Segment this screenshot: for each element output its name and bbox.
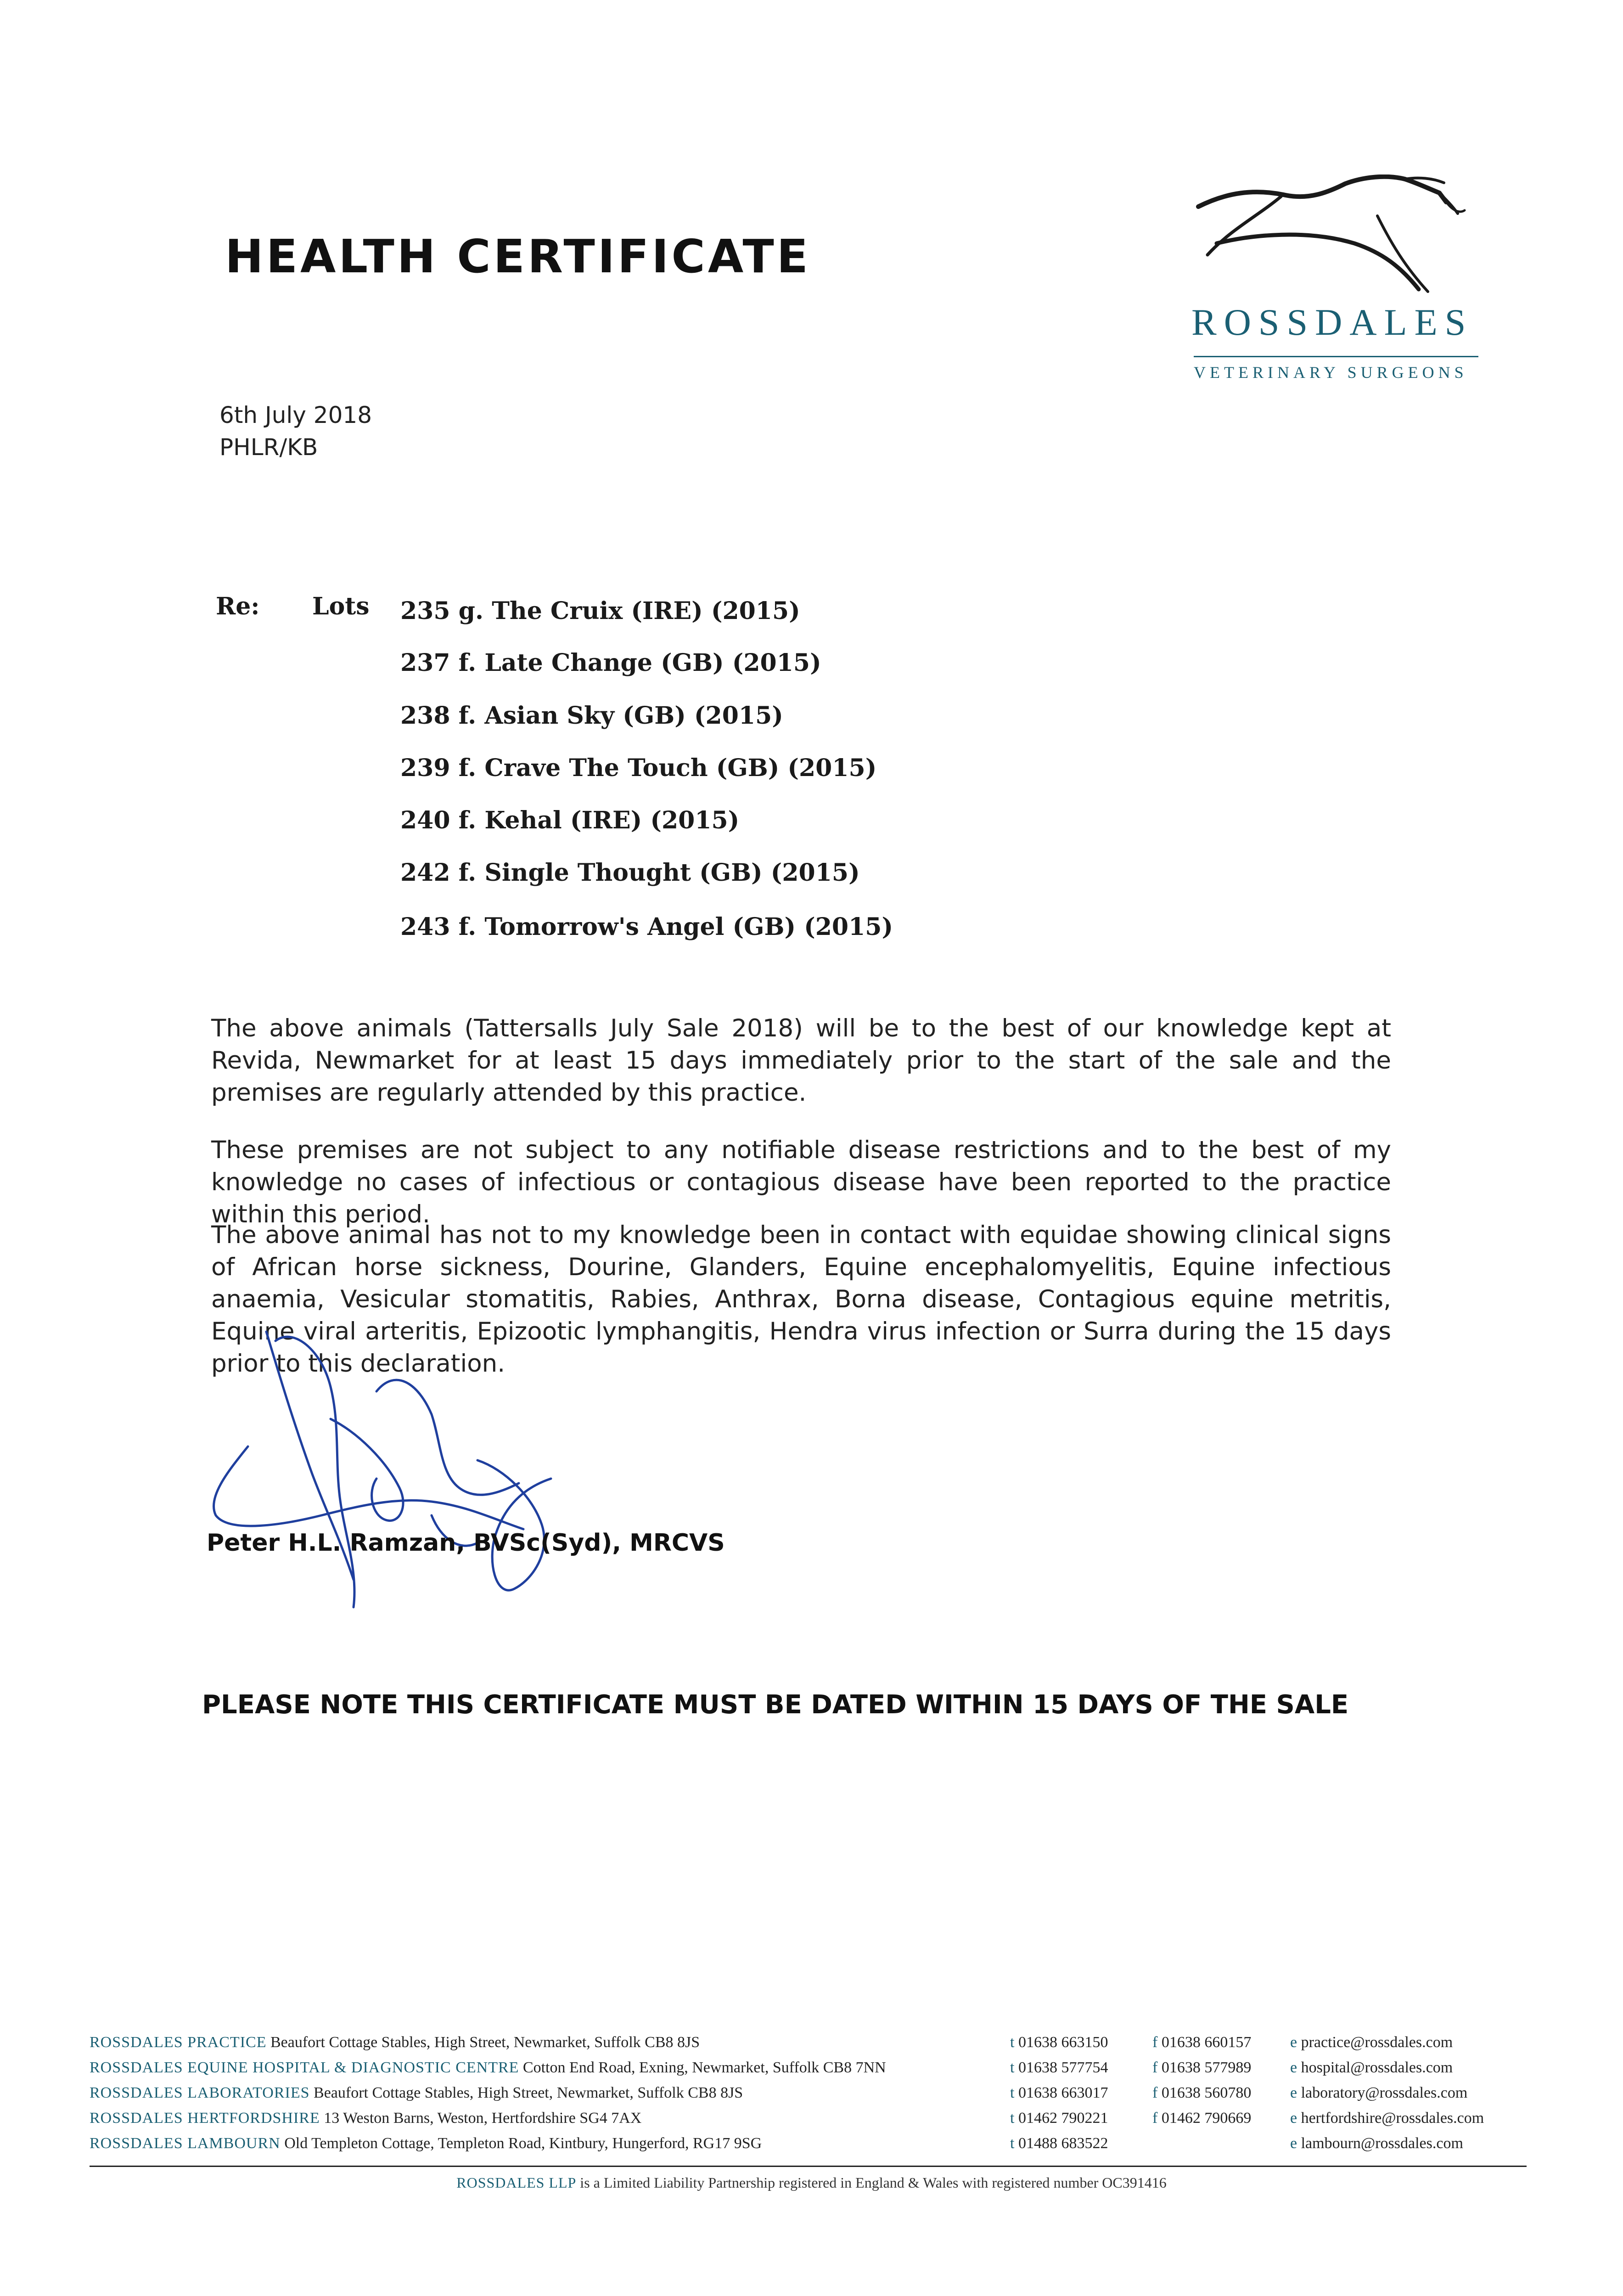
footer-branch-row <box>90 2105 989 2131</box>
branch-address: 13 Weston Barns, Weston, Hertfordshire SG4 7AX <box>324 2110 642 2127</box>
tel-prefix: t <box>1010 2110 1015 2127</box>
legal-notice <box>0 2174 1623 2191</box>
email-prefix: e <box>1290 2034 1297 2051</box>
fax-prefix: f <box>1152 2110 1158 2127</box>
branch-address: Beaufort Cottage Stables, High Street, Newmarket, Suffolk CB8 8JS <box>314 2084 743 2101</box>
signature-scribble-icon <box>202 1322 643 1635</box>
letter-date: 6th July 2018 <box>219 402 372 428</box>
email-prefix: e <box>1290 2084 1297 2101</box>
tel-prefix: t <box>1010 2135 1015 2152</box>
branch-email[interactable]: practice@rossdales.com <box>1301 2034 1453 2051</box>
footer-divider <box>90 2166 1527 2167</box>
footer-emails <box>1290 2030 1520 2156</box>
page-title: HEALTH CERTIFICATE <box>225 230 811 283</box>
branch-name: ROSSDALES LABORATORIES <box>90 2084 310 2101</box>
branch-email[interactable]: lambourn@rossdales.com <box>1301 2135 1463 2152</box>
letter-reference: PHLR/KB <box>219 434 318 461</box>
branch-fax: 01638 660157 <box>1161 2034 1252 2051</box>
branch-tel: 01638 663150 <box>1018 2034 1108 2051</box>
branch-address: Beaufort Cottage Stables, High Street, Newmarket, Suffolk CB8 8JS <box>270 2034 700 2051</box>
branch-tel: 01638 577754 <box>1018 2059 1108 2076</box>
lots-label: Lots <box>312 592 370 620</box>
footer-branch-row <box>90 2131 989 2156</box>
tel-prefix: t <box>1010 2084 1015 2101</box>
footer-telephones <box>1010 2030 1152 2156</box>
body-paragraph: The above animal has not to my knowledge been in contact with equidae showing clinical signs of African horse sickness, Dourine, Glanders, Equine encephalomyelitis, Equine infectious anaemia, Vesicular stomatitis, Rabies, Anthrax, Borna disease, Contagious equine metritis, Equine viral arteritis, Epizootic lymphangitis, Hendra virus infection or Surra during the 15 days prior to this declaration. <box>211 1221 1391 1378</box>
logo-wordmark: ROSSDALES <box>1191 301 1473 343</box>
email-prefix: e <box>1290 2059 1297 2076</box>
branch-tel: 01638 663017 <box>1018 2084 1108 2101</box>
branch-name: ROSSDALES EQUINE HOSPITAL & DIAGNOSTIC CENTRE <box>90 2059 519 2076</box>
branch-tel: 01462 790221 <box>1018 2110 1108 2127</box>
branch-fax: 01638 577989 <box>1161 2059 1252 2076</box>
lot-item: 242 f. Single Thought (GB) (2015) <box>400 859 860 887</box>
tel-prefix: t <box>1010 2059 1015 2076</box>
lot-item: 243 f. Tomorrow's Angel (GB) (2015) <box>400 913 893 941</box>
footer-branch-row <box>90 2030 989 2055</box>
lot-item: 239 f. Crave The Touch (GB) (2015) <box>400 754 877 782</box>
email-prefix: e <box>1290 2110 1297 2127</box>
body-paragraph: The above animals (Tattersalls July Sale 2018) will be to the best of our knowledge kept at Revida, Newmarket for at least 15 days immediately prior to the start of the sale and the premises are regularly attended by this practice. <box>211 1014 1391 1107</box>
branch-email[interactable]: hertfordshire@rossdales.com <box>1301 2110 1484 2127</box>
tel-prefix: t <box>1010 2034 1015 2051</box>
branch-fax: 01462 790669 <box>1161 2110 1252 2127</box>
fax-prefix: f <box>1152 2059 1158 2076</box>
body-paragraph: These premises are not subject to any notifiable disease restrictions and to the best of my knowledge no cases of infectious or contagious disease have been reported to the practice within this period. <box>211 1136 1391 1228</box>
footer-branch-row <box>90 2055 989 2080</box>
branch-address: Old Templeton Cottage, Templeton Road, Kintbury, Hungerford, RG17 9SG <box>284 2135 762 2152</box>
branch-name: ROSSDALES LAMBOURN <box>90 2135 281 2152</box>
footer-branch-row <box>90 2080 989 2105</box>
branch-name: ROSSDALES HERTFORDSHIRE <box>90 2110 320 2127</box>
branch-tel: 01488 683522 <box>1018 2135 1108 2152</box>
lot-item: 235 g. The Cruix (IRE) (2015) <box>400 597 800 625</box>
logo-subtitle: VETERINARY SURGEONS <box>1194 363 1468 382</box>
fax-prefix: f <box>1152 2034 1158 2051</box>
horse-logo-icon <box>1189 174 1483 298</box>
legal-brand: ROSSDALES LLP <box>456 2174 577 2191</box>
branch-name: ROSSDALES PRACTICE <box>90 2034 267 2051</box>
footer-branches <box>90 2030 989 2156</box>
branch-email[interactable]: laboratory@rossdales.com <box>1301 2084 1468 2101</box>
branch-address: Cotton End Road, Exning, Newmarket, Suffolk CB8 7NN <box>522 2059 886 2076</box>
lot-item: 237 f. Late Change (GB) (2015) <box>400 649 821 677</box>
signatory-name: Peter H.L. Ramzan, BVSc(Syd), MRCVS <box>207 1529 725 1557</box>
certificate-notice: PLEASE NOTE THIS CERTIFICATE MUST BE DATED WITHIN 15 DAYS OF THE SALE <box>202 1690 1349 1720</box>
lot-item: 238 f. Asian Sky (GB) (2015) <box>400 702 783 730</box>
legal-text: is a Limited Liability Partnership registered in England & Wales with registered number OC391416 <box>580 2174 1167 2191</box>
footer-faxes <box>1152 2030 1290 2131</box>
branch-fax: 01638 560780 <box>1161 2084 1252 2101</box>
email-prefix: e <box>1290 2135 1297 2152</box>
branch-email[interactable]: hospital@rossdales.com <box>1301 2059 1453 2076</box>
logo-divider <box>1194 356 1478 357</box>
lot-item: 240 f. Kehal (IRE) (2015) <box>400 806 740 834</box>
fax-prefix: f <box>1152 2084 1158 2101</box>
re-label: Re: <box>216 592 260 620</box>
